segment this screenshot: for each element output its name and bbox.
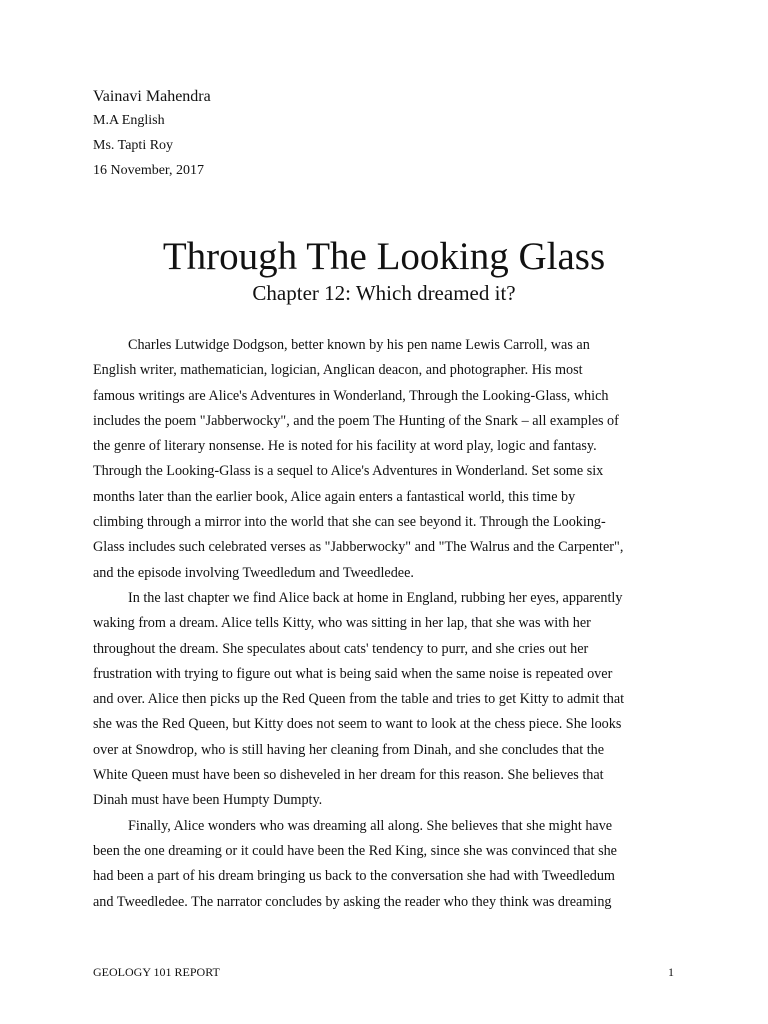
- header-block: [93, 86, 211, 183]
- paragraph-1: [93, 333, 673, 586]
- text-line: throughout the dream. She speculates about cats' tendency to purr, and she cries out her: [93, 640, 589, 657]
- date: 16 November, 2017: [93, 163, 205, 178]
- text-line: and the episode involving Tweedledum and Tweedledee.: [93, 564, 414, 581]
- course-name: M.A English: [93, 113, 165, 128]
- text-line: Dinah must have been Humpty Dumpty.: [93, 792, 323, 809]
- text-line: been the one dreaming or it could have been the Red King, since she was convinced that she: [93, 842, 617, 859]
- document-title: Through The Looking Glass: [162, 235, 606, 278]
- text-line: In the last chapter we find Alice back at home in England, rubbing her eyes, apparently: [128, 589, 623, 606]
- author-name: Vainavi Mahendra: [93, 88, 211, 105]
- text-line: waking from a dream. Alice tells Kitty, who was sitting in her lap, that she was with her: [93, 615, 591, 632]
- text-line: English writer, mathematician, logician, Anglican deacon, and photographer. His most: [93, 362, 583, 379]
- instructor-name: Ms. Tapti Roy: [93, 138, 174, 153]
- text-line: over at Snowdrop, who is still having her cleaning from Dinah, and she concludes that the: [93, 741, 605, 758]
- text-line: White Queen must have been so disheveled in her dream for this reason. She believes that: [93, 767, 604, 784]
- paragraph-2: [93, 586, 673, 814]
- text-line: Charles Lutwidge Dodgson, better known by his pen name Lewis Carroll, was an: [128, 337, 590, 353]
- text-line: famous writings are Alice's Adventures in Wonderland, Through the Looking-Glass, which: [93, 387, 609, 404]
- text-line: and over. Alice then picks up the Red Queen from the table and tries to get Kitty to admit that: [93, 691, 625, 708]
- text-line: she was the Red Queen, but Kitty does not seem to want to look at the chess piece. She looks: [93, 716, 622, 733]
- text-line: the genre of literary nonsense. He is noted for his facility at word play, logic and fantasy.: [93, 438, 597, 455]
- document-subtitle: Chapter 12: Which dreamed it?: [252, 281, 516, 305]
- text-line: had been a part of his dream bringing us back to the conversation she had with Tweedledum: [93, 868, 615, 885]
- text-line: includes the poem "Jabberwocky", and the poem The Hunting of the Snark – all examples of: [93, 412, 619, 429]
- text-line: Glass includes such celebrated verses as "Jabberwocky" and "The Walrus and the Carpenter",: [93, 539, 624, 556]
- text-line: Through the Looking-Glass is a sequel to Alice's Adventures in Wonderland. Set some six: [93, 463, 604, 480]
- text-line: months later than the earlier book, Alice again enters a fantastical world, this time by: [93, 488, 576, 505]
- text-line: frustration with trying to figure out what is being said when the same noise is repeated over: [93, 665, 613, 682]
- text-line: climbing through a mirror into the world that she can see beyond it. Through the Looking-: [93, 514, 606, 531]
- body-text: [93, 333, 673, 915]
- paragraph-3: [93, 814, 673, 915]
- footer-running-head: GEOLOGY 101 REPORT: [93, 965, 220, 979]
- page-number: 1: [668, 965, 674, 979]
- text-line: Finally, Alice wonders who was dreaming all along. She believes that she might have: [128, 817, 613, 834]
- text-line: and Tweedledee. The narrator concludes by asking the reader who they think was dreaming: [93, 893, 612, 910]
